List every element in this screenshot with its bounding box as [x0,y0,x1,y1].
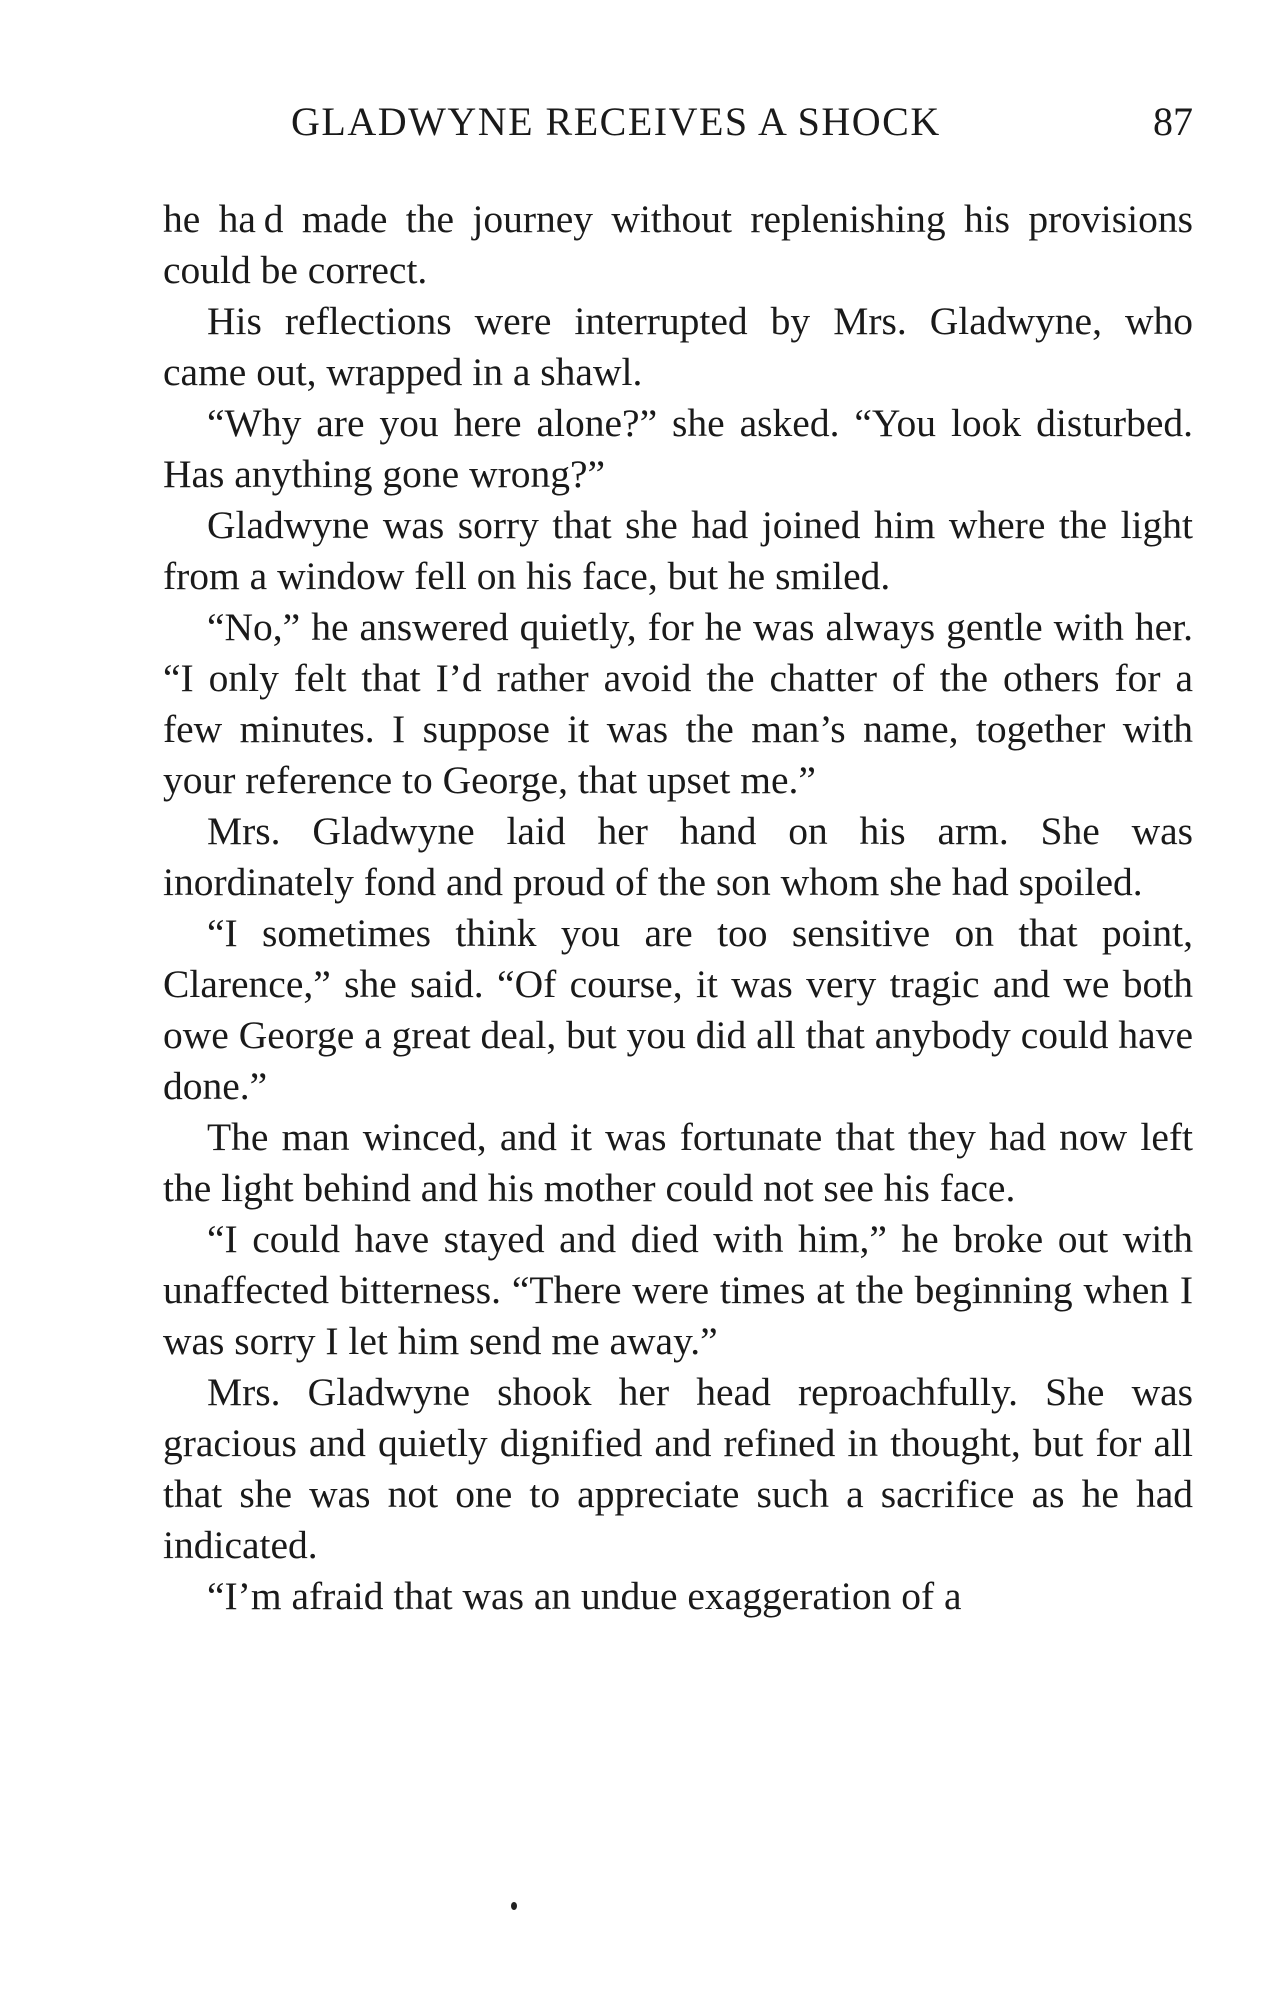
paragraph: “I sometimes think you are too sensitive on that point, Clarence,” she said. “Of course, it was very tragic and we both owe George a great deal, but you did all that anybody could have done.” [163,911,1193,1108]
paragraph: Mrs. Gladwyne shook her head reproachfully. She was gracious and quietly dignified and refined in thought, but for all that she was not one to appreciate such a sacrifice as he had indicated. [163,1370,1193,1567]
page-number: 87 [1153,99,1193,144]
chapter-title: GLADWYNE RECEIVES A SHOCK [291,99,941,144]
paragraph: “I could have stayed and died with him,” he broke out with unaffected bitterness. “There were times at the beginning when I was sorry I let him send me away.” [163,1217,1193,1363]
paragraph: “I’m afraid that was an undue exaggeration of a [207,1574,962,1618]
paragraph: “Why are you here alone?” she asked. “You look disturbed. Has anything gone wrong?” [163,401,1193,496]
paragraph: Gladwyne was sorry that she had joined him where the light from a window fell on his face, but he smiled. [163,503,1193,598]
paragraph: His reflections were interrupted by Mrs. Gladwyne, who came out, wrapped in a shawl. [163,299,1193,394]
paragraph: he ha d made the journey without replenishing his provisions could be correct. [163,197,1193,292]
book-page [163,98,1193,1618]
ink-speck [511,1902,517,1910]
body-text [163,194,1193,1622]
paragraph: The man winced, and it was fortunate that they had now left the light behind and his mother could not see his face. [163,1115,1193,1210]
paragraph: Mrs. Gladwyne laid her hand on his arm. She was inordinately fond and proud of the son whom she had spoiled. [163,809,1193,904]
paragraph: “No,” he answered quietly, for he was always gentle with her. “I only felt that I’d rather avoid the chatter of the others for a few minutes. I suppose it was the man’s name, together with your reference to George, that upset me.” [163,605,1193,802]
running-head [163,98,1193,158]
